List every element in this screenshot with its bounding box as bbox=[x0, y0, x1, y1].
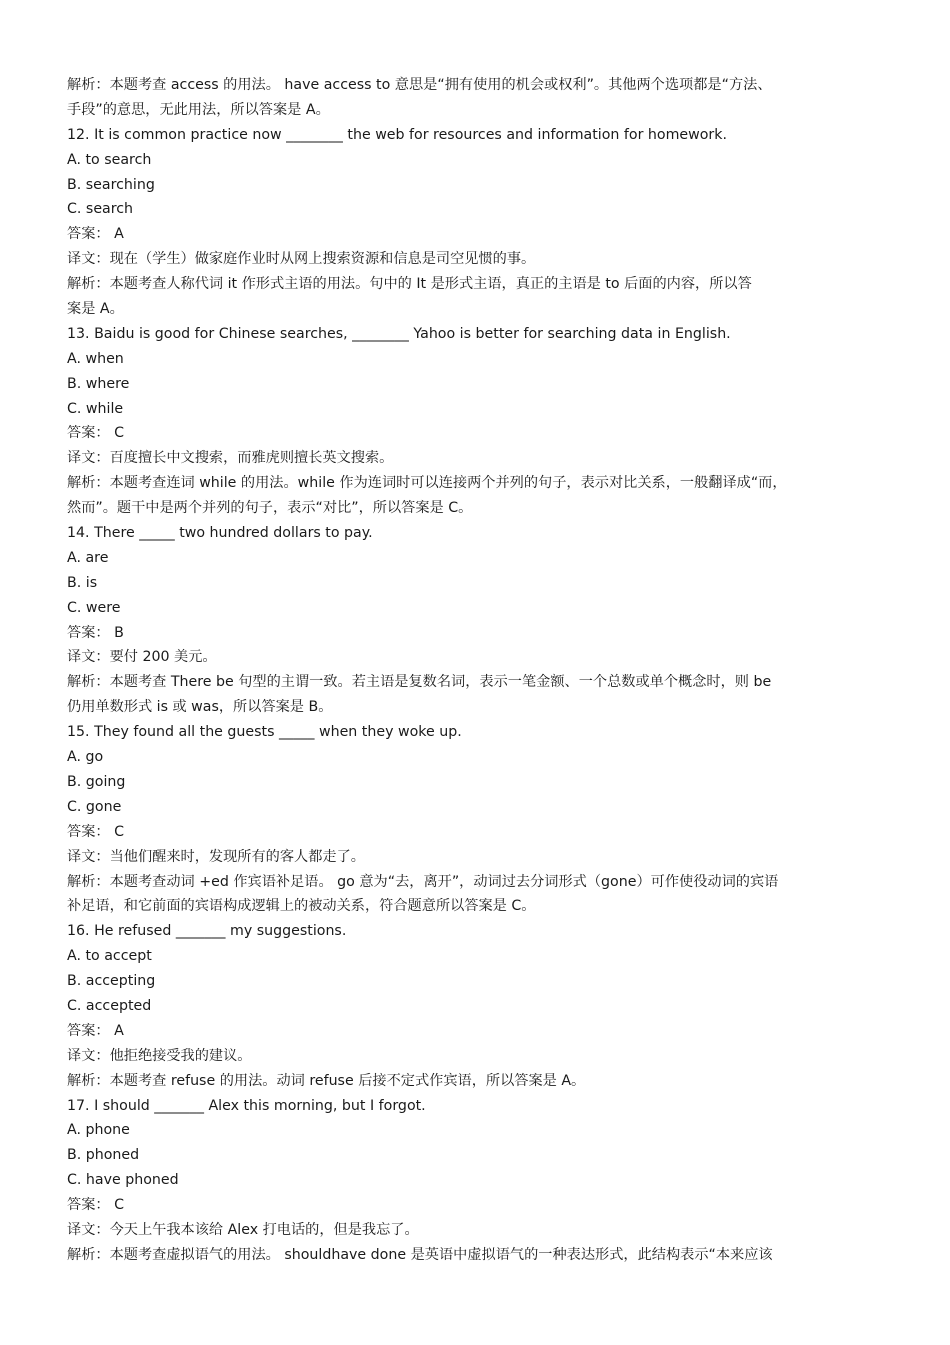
text-line: 仍用单数形式 is 或 was，所以答案是 B。 bbox=[67, 699, 333, 716]
translation: 译文：今天上午我本该给 Alex 打电话的，但是我忘了。 bbox=[67, 1221, 419, 1238]
answer-option: C. were bbox=[67, 599, 121, 616]
answer-option: C. have phoned bbox=[67, 1172, 179, 1189]
answer-key: 答案： C bbox=[67, 1197, 124, 1214]
answer-option: A. are bbox=[67, 549, 109, 566]
question-stem: 14. There _____ two hundred dollars to pay. bbox=[67, 525, 373, 542]
answer-option: B. is bbox=[67, 574, 98, 591]
answer-option: A. go bbox=[67, 749, 104, 766]
question-stem: 16. He refused _______ my suggestions. bbox=[67, 923, 347, 940]
answer-key: 答案： B bbox=[67, 624, 124, 641]
answer-option: A. phone bbox=[67, 1122, 130, 1139]
text-line: 案是 A。 bbox=[67, 301, 124, 318]
explanation: 解析：本题考查 There be 句型的主谓一致。若主语是复数名词，表示一笔金额、一个总数或单个概念时，则 be bbox=[67, 674, 772, 691]
answer-option: A. to search bbox=[67, 151, 152, 168]
explanation: 解析：本题考查连词 while 的用法。while 作为连词时可以连接两个并列的句子，表示对比关系，一般翻译成“而， bbox=[67, 475, 787, 492]
answer-option: B. accepting bbox=[67, 973, 156, 990]
translation: 译文：百度擅长中文搜索，而雅虎则擅长英文搜索。 bbox=[67, 450, 394, 467]
answer-option: C. accepted bbox=[67, 997, 152, 1014]
translation: 译文：现在（学生）做家庭作业时从网上搜索资源和信息是司空见惯的事。 bbox=[67, 251, 536, 268]
question-stem: 13. Baidu is good for Chinese searches, ________ Yahoo is better for searching data in English. bbox=[67, 325, 731, 342]
explanation: 解析：本题考查虚拟语气的用法。 shouldhave done 是英语中虚拟语气的一种表达形式，此结构表示“本来应该 bbox=[67, 1246, 773, 1263]
translation: 译文：要付 200 美元。 bbox=[67, 649, 217, 666]
translation: 译文：当他们醒来时，发现所有的客人都走了。 bbox=[67, 848, 365, 865]
answer-option: C. search bbox=[67, 201, 134, 218]
answer-option: C. while bbox=[67, 400, 124, 417]
answer-option: B. where bbox=[67, 375, 130, 392]
explanation: 解析：本题考查人称代词 it 作形式主语的用法。句中的 It 是形式主语，真正的主语是 to 后面的内容，所以答 bbox=[67, 276, 752, 293]
explanation: 解析：本题考查 refuse 的用法。动词 refuse 后接不定式作宾语，所以答案是 A。 bbox=[67, 1072, 586, 1089]
answer-option: A. to accept bbox=[67, 948, 152, 965]
answer-option: C. gone bbox=[67, 798, 122, 815]
text-line: 补足语，和它前面的宾语构成逻辑上的被动关系，符合题意所以答案是 C。 bbox=[67, 898, 536, 915]
answer-key: 答案： C bbox=[67, 425, 124, 442]
explanation: 解析：本题考查 access 的用法。 have access to 意思是“拥有使用的机会或权利”。其他两个选项都是“方法、 bbox=[67, 77, 772, 93]
answer-option: B. going bbox=[67, 773, 126, 790]
explanation: 解析：本题考查动词 +ed 作宾语补足语。 go 意为“去，离开”，动词过去分词形式（gone）可作使役动词的宾语 bbox=[67, 873, 779, 890]
text-line: 手段”的意思，无此用法，所以答案是 A。 bbox=[67, 101, 330, 118]
translation: 译文：他拒绝接受我的建议。 bbox=[67, 1047, 252, 1064]
answer-key: 答案： A bbox=[67, 226, 124, 243]
answer-key: 答案： C bbox=[67, 823, 124, 840]
text-line: 然而”。题干中是两个并列的句子，表示“对比”，所以答案是 C。 bbox=[67, 500, 473, 517]
answer-option: B. searching bbox=[67, 176, 155, 193]
question-stem: 17. I should _______ Alex this morning, but I forgot. bbox=[67, 1097, 426, 1114]
question-stem: 15. They found all the guests _____ when they woke up. bbox=[67, 724, 462, 741]
document-body bbox=[67, 73, 880, 1268]
question-stem: 12. It is common practice now ________ the web for resources and information for homework. bbox=[67, 126, 727, 143]
answer-key: 答案： A bbox=[67, 1022, 124, 1039]
answer-option: A. when bbox=[67, 350, 124, 367]
answer-option: B. phoned bbox=[67, 1147, 140, 1164]
